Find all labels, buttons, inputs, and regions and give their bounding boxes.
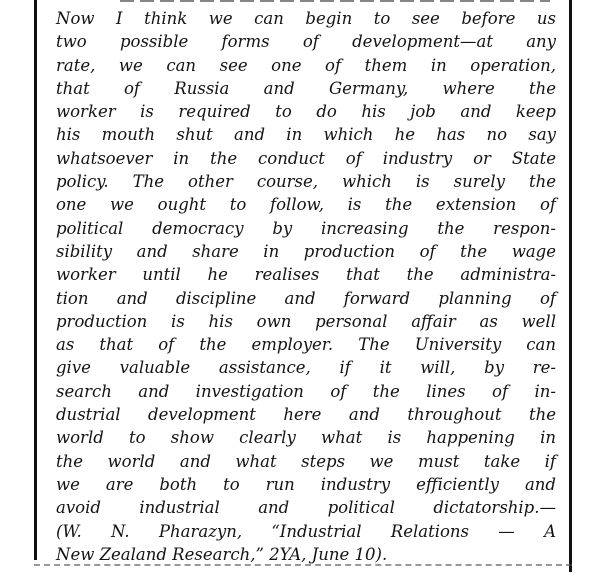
quote-line: worker is required to do his job and keep <box>56 102 556 122</box>
quote-line: search and investigation of the lines of in- <box>56 381 556 401</box>
quote-line: (W. N. Pharazyn, “Industrial Relations — A <box>56 521 556 541</box>
quote-line: rate, we can see one of them in operation, <box>56 55 556 75</box>
quote-line: world to show clearly what is happening in <box>56 428 556 448</box>
quote-line: whatsoever in the conduct of industry or State <box>56 148 556 168</box>
quote-line: we are both to run industry efficiently and <box>56 474 556 494</box>
quote-paragraph <box>56 7 556 566</box>
quote-line: worker until he realises that the administra- <box>56 265 556 285</box>
quote-line: as that of the employer. The University can <box>56 335 556 355</box>
quote-line: that of Russia and Germany, where the <box>56 78 556 98</box>
quote-line: political democracy by increasing the respon- <box>56 218 556 238</box>
quote-line: production is his own personal affair as well <box>56 311 556 331</box>
quote-line: sibility and share in production of the wage <box>56 241 556 261</box>
quote-line-citation-end: New Zealand Research,” 2YA, June 10). <box>56 544 388 564</box>
right-column-rule <box>569 0 572 572</box>
quote-line: his mouth shut and in which he has no say <box>56 125 556 145</box>
quote-line: give valuable assistance, if it will, by re- <box>56 358 556 378</box>
quote-line: Now I think we can begin to see before us <box>56 9 556 28</box>
quote-line: avoid industrial and political dictatorship.— <box>56 498 556 518</box>
quote-line: two possible forms of development—at any <box>56 32 556 52</box>
quote-line: dustrial development here and throughout the <box>56 405 556 425</box>
cut-off-heading-fragment <box>120 0 550 2</box>
quote-line: policy. The other course, which is surely the <box>56 172 556 192</box>
quote-line: tion and discipline and forward planning of <box>56 288 556 308</box>
quote-line: one we ought to follow, is the extension of <box>56 195 556 215</box>
quote-line: the world and what steps we must take if <box>56 451 556 471</box>
left-column-rule <box>34 0 37 560</box>
